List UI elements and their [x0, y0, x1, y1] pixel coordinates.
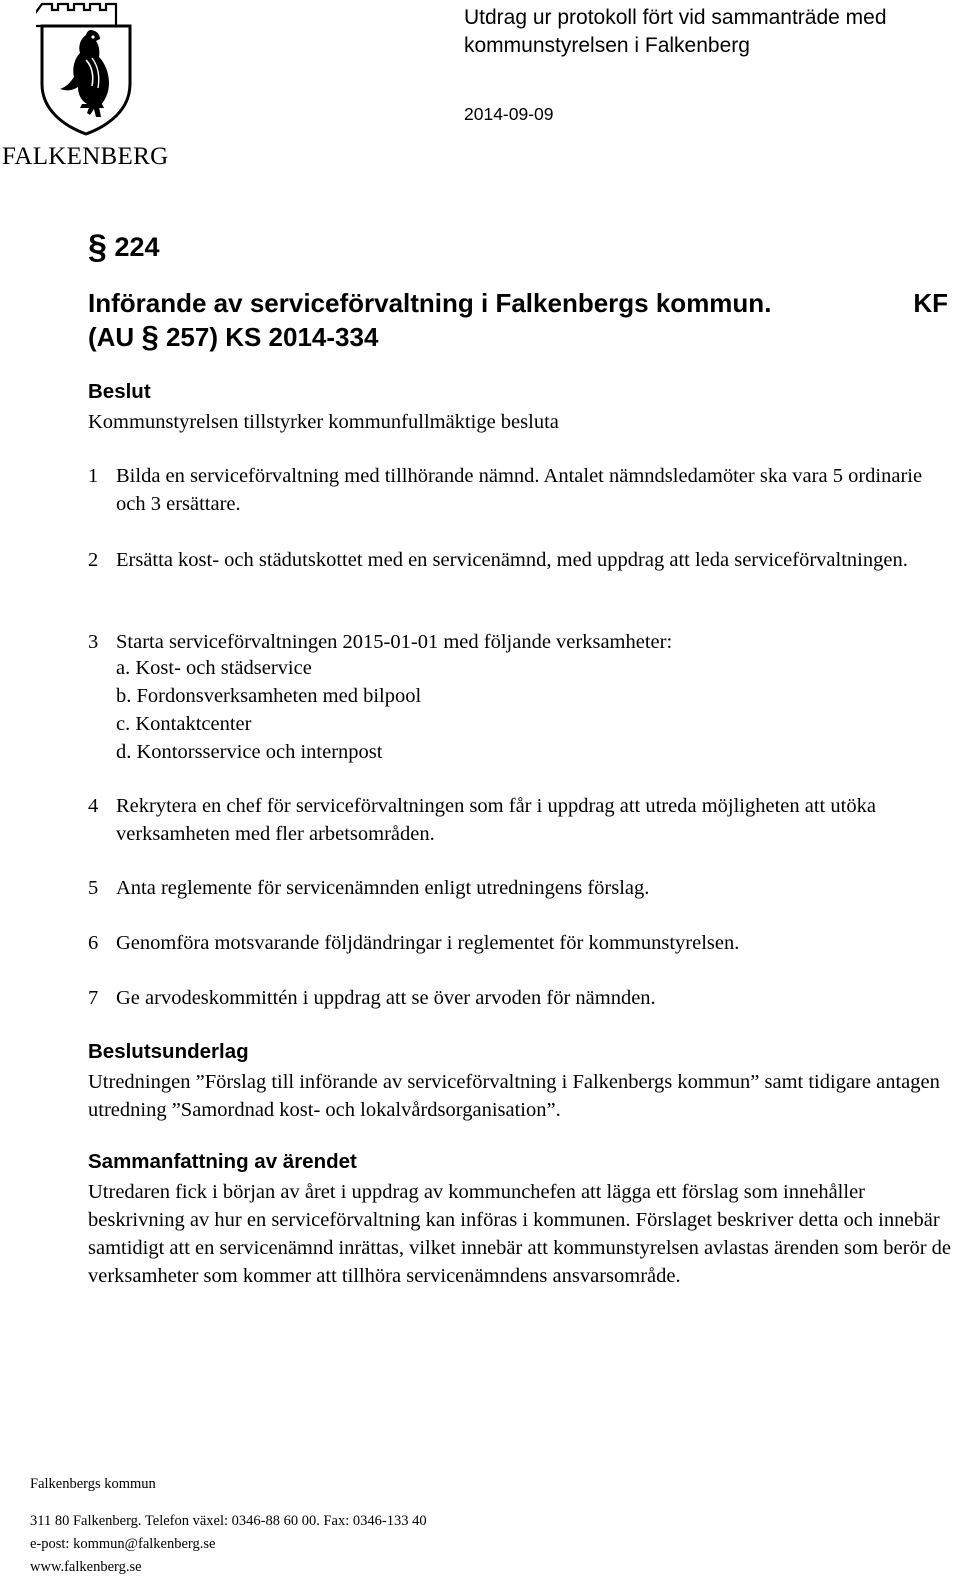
- basis-heading: Beslutsunderlag: [88, 1040, 249, 1063]
- case-reference-prefix: (AU: [88, 322, 135, 352]
- document-header-title: Utdrag ur protokoll fört vid sammanträde med kommunstyrelsen i Falkenberg: [464, 6, 887, 57]
- decision-item-text: Rekrytera en chef för serviceförvaltningen som får i uppdrag att utreda möjligheten att utöka verksamheten med fler arbetsområden.: [116, 795, 876, 845]
- list-item: a. Kost- och städservice: [116, 657, 312, 679]
- decision-item: [88, 628, 952, 656]
- decision-item-text: Anta reglemente för servicenämnden enligt utredningens förslag.: [116, 877, 650, 899]
- decision-item: [88, 462, 952, 518]
- decision-item-number: 1: [88, 465, 99, 487]
- case-title-line-2: [88, 320, 771, 354]
- logo-wordmark: FALKENBERG: [2, 143, 169, 170]
- list-item: c. Kontaktcenter: [116, 713, 252, 735]
- activity-list: [116, 654, 421, 766]
- decision-level-badge: KF: [913, 288, 948, 318]
- decision-item-text: Ge arvodeskommittén i uppdrag att se över arvoden för nämnden.: [116, 987, 656, 1009]
- list-item: b. Fordonsverksamheten med bilpool: [116, 685, 422, 707]
- footer-org: Falkenbergs kommun: [30, 1476, 156, 1492]
- list-item: d. Kontorsservice och internpost: [116, 741, 383, 763]
- decision-item-text: Genomföra motsvarande följdändringar i reglementet för kommunstyrelsen.: [116, 932, 740, 954]
- decision-heading: Beslut: [88, 380, 151, 403]
- footer-address: 311 80 Falkenberg. Telefon växel: 0346-88 60 00. Fax: 0346-133 40: [30, 1513, 427, 1529]
- meeting-date: 2014-09-09: [464, 104, 554, 124]
- decision-intro: Kommunstyrelsen tillstyrker kommunfullmäktige besluta: [88, 411, 559, 433]
- falcon-crest-icon: [36, 0, 136, 136]
- decision-item: [88, 929, 952, 957]
- case-title-line-1: Införande av serviceförvaltning i Falkenbergs kommun.: [88, 288, 772, 318]
- basis-text: Utredningen ”Förslag till införande av serviceförvaltning i Falkenbergs kommun” samt tidigare antagen utredning ”Samordnad kost- och lokalvårdsorganisation”.: [88, 1071, 940, 1121]
- decision-item-number: 7: [88, 987, 99, 1009]
- summary-heading: Sammanfattning av ärendet: [88, 1150, 357, 1173]
- paragraph-number-value: 224: [114, 232, 160, 262]
- decision-item-number: 6: [88, 932, 99, 954]
- decision-item: [88, 984, 952, 1012]
- decision-item-number: 4: [88, 795, 99, 817]
- footer-email[interactable]: e-post: kommun@falkenberg.se: [30, 1536, 216, 1552]
- section-symbol: §: [141, 319, 159, 354]
- decision-item: [88, 546, 952, 574]
- case-reference: 257) KS 2014-334: [165, 322, 379, 352]
- decision-item-text: Bilda en serviceförvaltning med tillhörande nämnd. Antalet nämndsledamöter ska vara 5 ordinarie och 3 ersättare.: [116, 465, 923, 515]
- case-title: [88, 286, 771, 354]
- paragraph-number: [88, 228, 160, 267]
- decision-item-number: 2: [88, 549, 99, 571]
- decision-item-number: 5: [88, 877, 99, 899]
- summary-text: Utredaren fick i början av året i uppdrag av kommunchefen att lägga ett förslag som innehåller beskrivning av hur en serviceförvaltning kan införas i kommunen. Förslaget beskriver detta och innebär samtidigt att en servicenämnd inrättas, vilket innebär att kommunstyrelsen avlastas ärenden som berör de verksamheter som kommer att tillhöra servicenämndens ansvarsområde.: [88, 1181, 952, 1287]
- section-symbol: §: [88, 228, 107, 266]
- footer-web[interactable]: www.falkenberg.se: [30, 1559, 142, 1575]
- footer: [30, 1473, 427, 1579]
- decision-item-text: Ersätta kost- och städutskottet med en servicenämnd, med uppdrag att leda serviceförvaltningen.: [116, 549, 908, 571]
- decision-item-number: 3: [88, 631, 99, 653]
- decision-item-text: Starta serviceförvaltningen 2015-01-01 med följande verksamheter:: [116, 631, 673, 653]
- decision-item: [88, 792, 952, 848]
- decision-item: [88, 874, 952, 902]
